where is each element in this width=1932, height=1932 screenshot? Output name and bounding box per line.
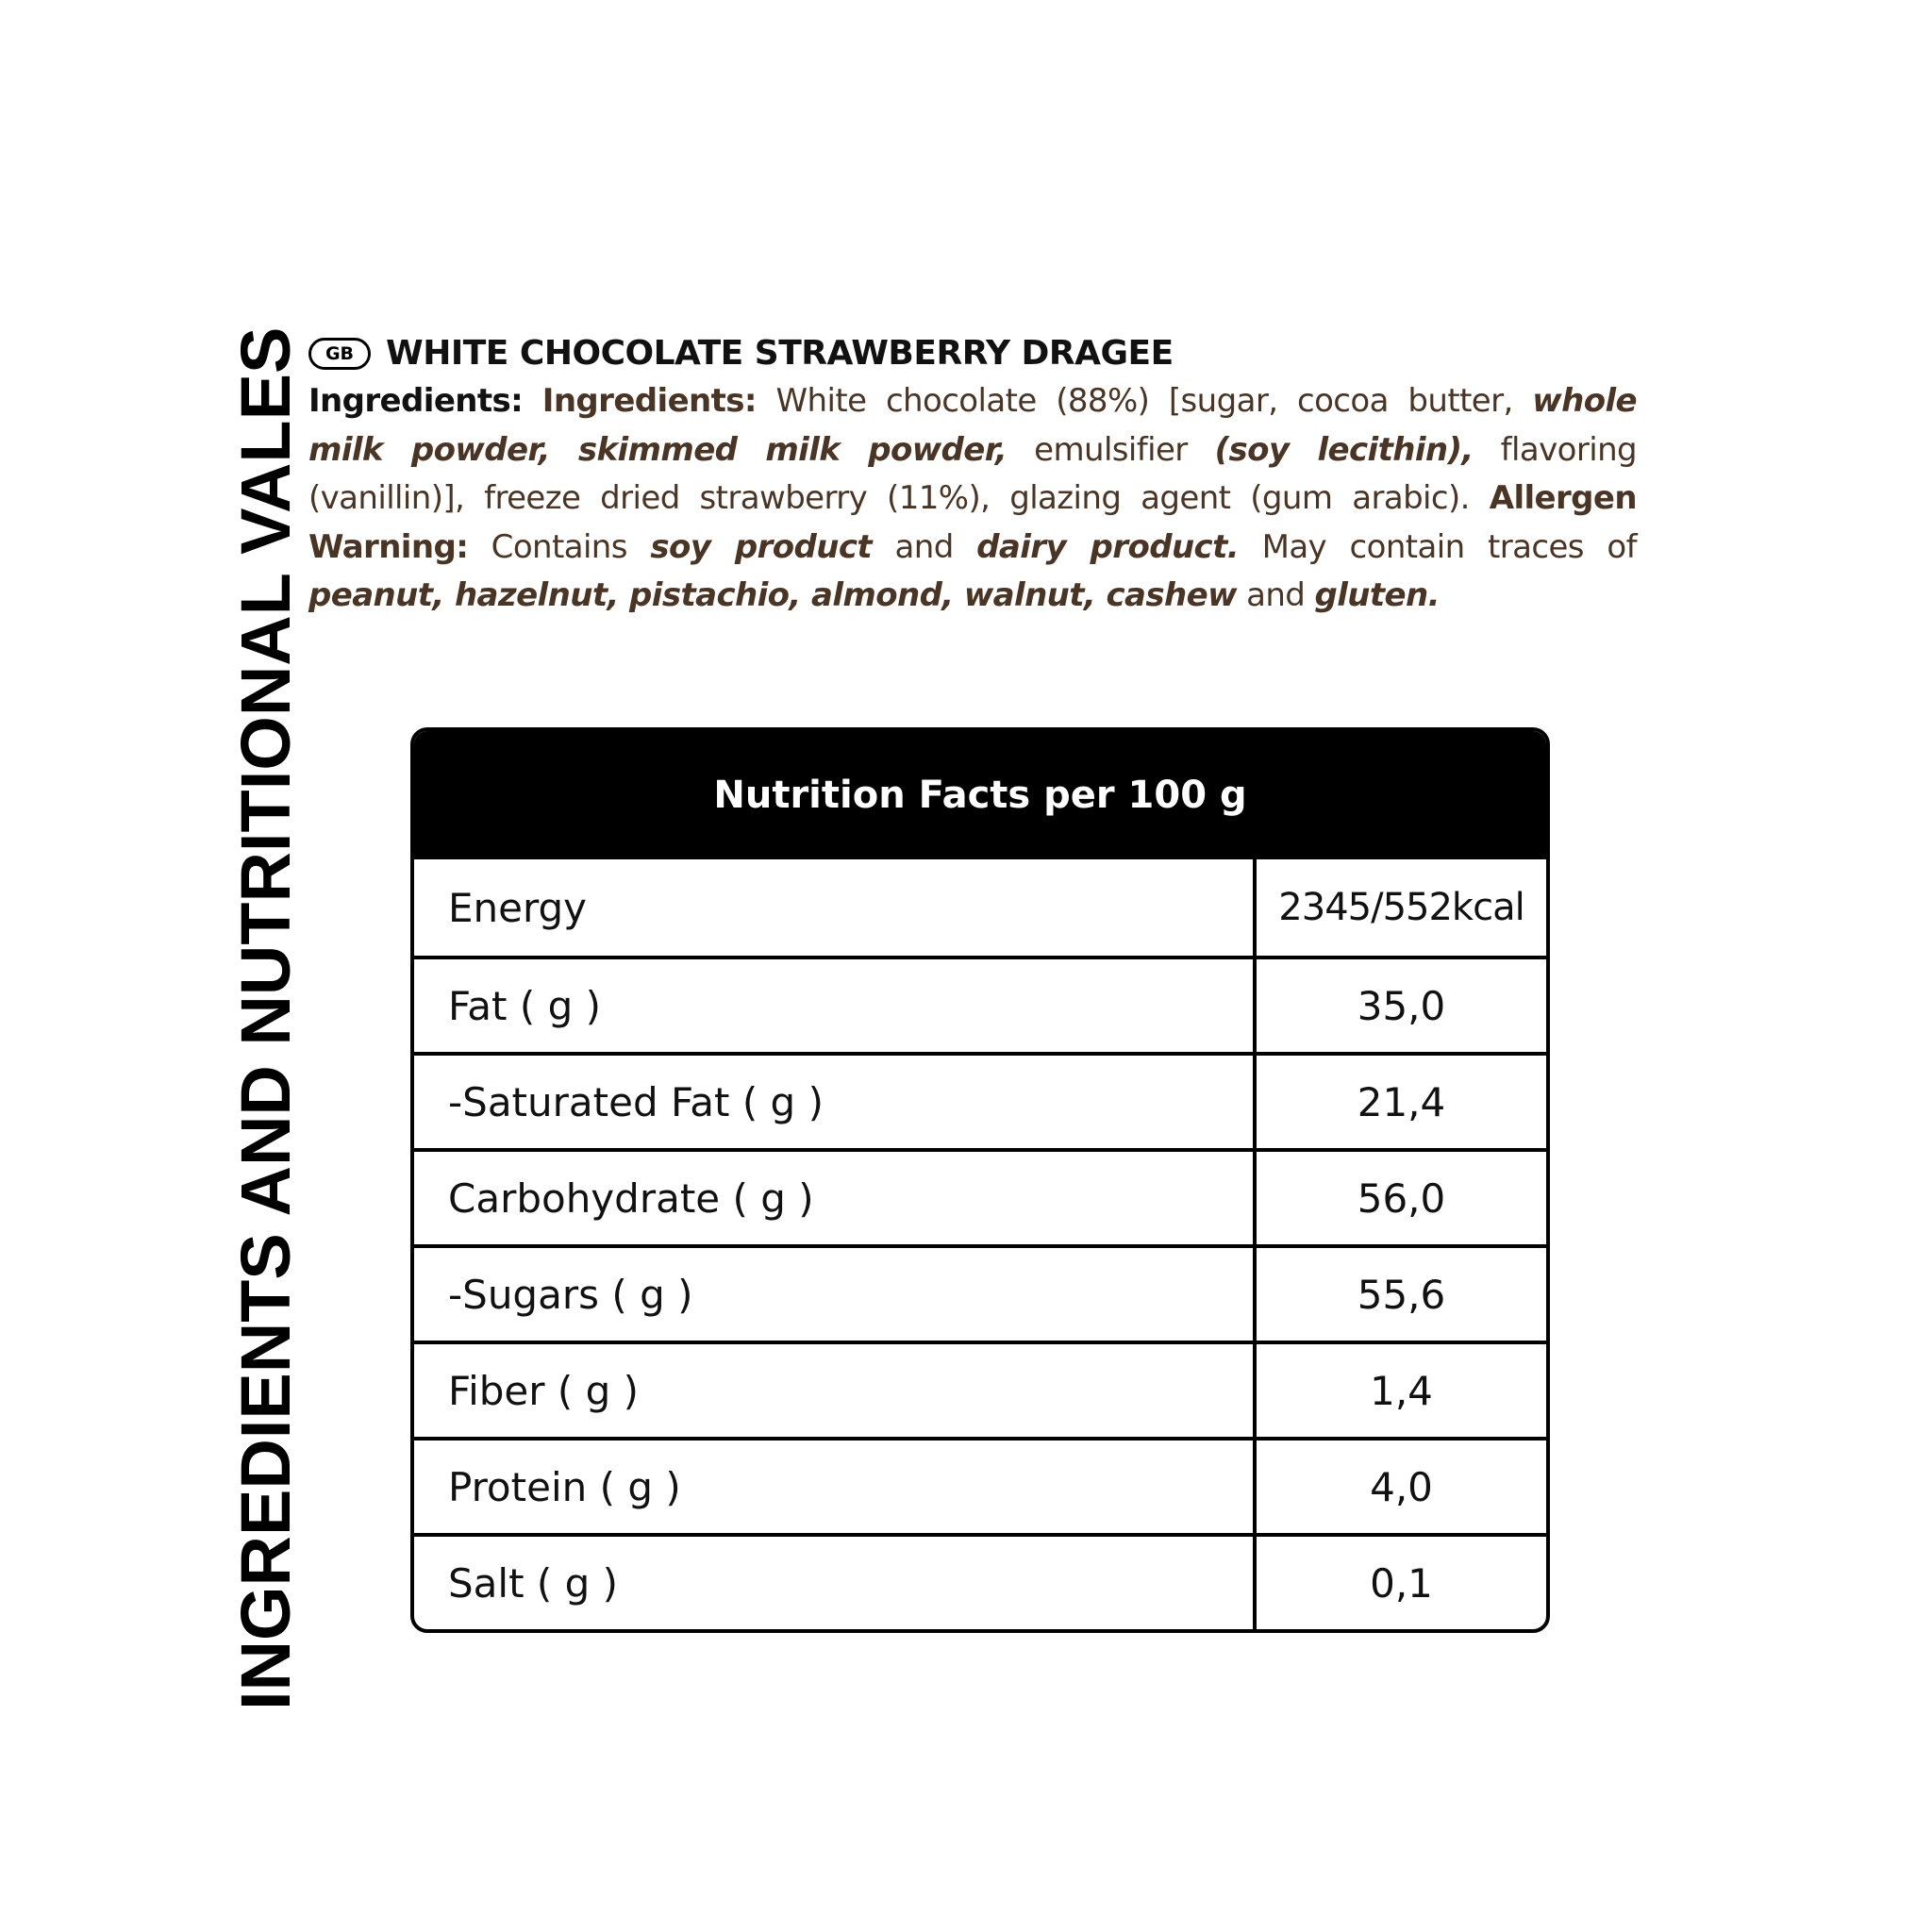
ingredients-text: and	[1236, 576, 1315, 614]
ingredients-paragraph	[308, 377, 1637, 621]
table-row	[414, 859, 1546, 956]
table-row	[414, 1148, 1546, 1244]
nutrient-value: 21,4	[1357, 1078, 1446, 1125]
nutrient-value: 55,6	[1357, 1271, 1446, 1318]
allergen-ingredient: (soy lecithin),	[1214, 430, 1474, 469]
nutrient-value: 1,4	[1370, 1367, 1433, 1414]
product-heading	[308, 334, 1174, 373]
trace-allergens: peanut, hazelnut, pistachio, almond, walnut, cashew	[308, 576, 1237, 614]
nutrient-value: 56,0	[1357, 1174, 1446, 1222]
nutrient-label: Fat ( g )	[414, 959, 1257, 1052]
ingredients-text: May contain traces of	[1239, 527, 1637, 566]
ingredients-text: and	[872, 527, 977, 566]
nutrition-table	[410, 727, 1550, 1633]
table-row	[414, 1533, 1546, 1629]
allergen-ingredient: whole milk powder, skimmed milk powder,	[308, 382, 1637, 469]
side-title: INGREDIENTS AND NUTRITIONAL VALES	[226, 326, 305, 1710]
table-row	[414, 1244, 1546, 1341]
nutrient-value: 4,0	[1370, 1463, 1433, 1510]
ingredients-text: Contains	[468, 527, 651, 566]
allergen-item: soy product	[650, 527, 873, 566]
allergen-item: dairy product.	[976, 527, 1240, 566]
ingredients-text: emulsifier	[1007, 430, 1215, 469]
table-row	[414, 956, 1546, 1052]
allergen-warning-label: Allergen Warning:	[308, 479, 1637, 566]
ingredients-label: Ingredients:	[308, 382, 524, 420]
ingredients-text: White chocolate (88%) [sugar, cocoa butter,	[756, 382, 1533, 420]
trace-allergen-gluten: gluten.	[1314, 576, 1440, 614]
table-row	[414, 1052, 1546, 1148]
nutrient-label: Carbohydrate ( g )	[414, 1152, 1257, 1244]
product-title: WHITE CHOCOLATE STRAWBERRY DRAGEE	[386, 334, 1174, 373]
nutrient-label: Protein ( g )	[414, 1441, 1257, 1533]
nutrition-table-header: Nutrition Facts per 100 g	[414, 731, 1546, 859]
table-row	[414, 1437, 1546, 1533]
nutrient-label: Fiber ( g )	[414, 1344, 1257, 1437]
country-badge: GB	[308, 338, 371, 370]
nutrient-label: Salt ( g )	[414, 1537, 1257, 1629]
table-row	[414, 1341, 1546, 1437]
nutrient-value: 35,0	[1357, 982, 1446, 1029]
nutrient-label: -Sugars ( g )	[414, 1248, 1257, 1341]
nutrient-label: Energy	[414, 859, 1257, 956]
nutrient-value: 2345/552kcal	[1278, 886, 1524, 929]
nutrient-value: 0,1	[1370, 1559, 1433, 1607]
ingredients-label-repeat: Ingredients:	[541, 382, 757, 420]
nutrient-label: -Saturated Fat ( g )	[414, 1056, 1257, 1148]
ingredients-text: flavoring (vanillin)], freeze dried strawberry (11%), glazing agent (gum arabic).	[308, 430, 1638, 517]
